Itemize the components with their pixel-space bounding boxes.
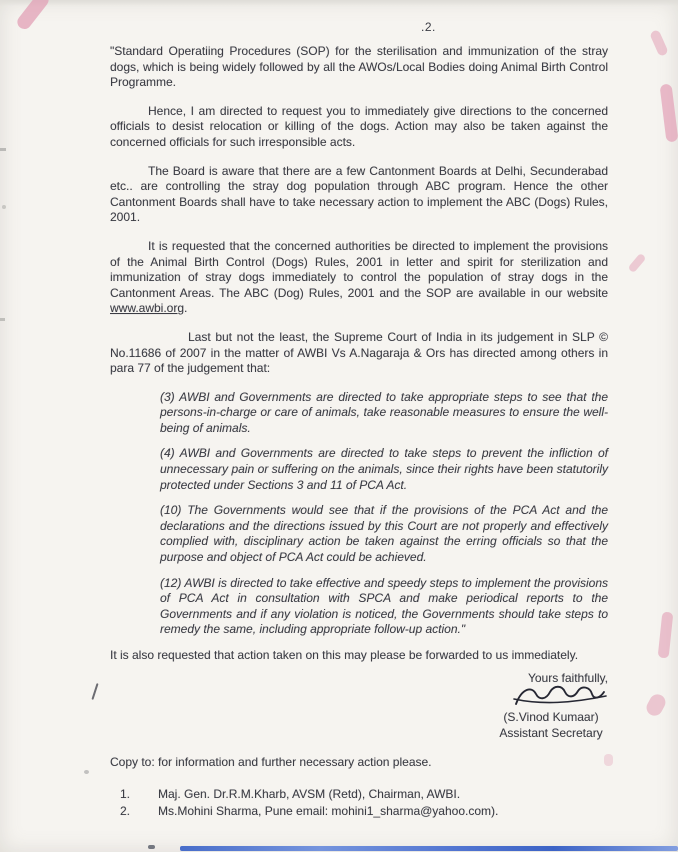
- copy-item-text: Maj. Gen. Dr.R.M.Kharb, AVSM (Retd), Chairman, AWBI.: [158, 787, 461, 802]
- scan-artifact-right-middle: [628, 253, 647, 273]
- abc-paragraph-period: .: [184, 301, 188, 316]
- scan-artifact-right-lower-2: [644, 692, 668, 719]
- scan-artifact-left-2: [2, 205, 6, 209]
- judgement-quote-4: (4) AWBI and Governments are directed to take steps to prevent the infliction of unnecessary pain or suffering on the animals, since their rights have been statutorily protected under Sections 3 and 11 of PCA Act.: [160, 446, 608, 492]
- paragraph-abc-implementation: [110, 239, 608, 317]
- copy-item-number: 2.: [120, 804, 131, 819]
- copy-list-item-2: [110, 803, 608, 819]
- scan-artifact-right-top-1: [649, 29, 669, 57]
- scan-artifact-bottom-dot: [84, 770, 89, 774]
- signature-block: [438, 670, 608, 741]
- letter-body: [110, 44, 608, 820]
- paragraph-forward-action: It is also requested that action taken on this may please be forwarded to us immediately.: [110, 648, 579, 662]
- salutation: Yours faithfully,: [527, 670, 608, 685]
- copy-item-text: Ms.Mohini Sharma, Pune email: mohini1_sharma@yahoo.com).: [158, 804, 499, 819]
- scan-artifact-blue-streak: [180, 846, 678, 851]
- copy-item-number: 1.: [120, 787, 131, 802]
- abc-paragraph-text: It is requested that the concerned authorities be directed to implement the provisions of the Animal Birth Control (Dogs) Rules, 2001 in letter and spirit for sterilization and immunization of stray dogs immediately to control the population of stray dogs in the Cantonment Areas. The ABC (Dog) Rules, 2001 and the SOP are available in our website: [110, 238, 608, 300]
- paragraph-sop-continuation: "Standard Operatiing Procedures (SOP) for the sterilisation and immunization of the stray dogs, which is being widely followed by all the AWOs/Local Bodies doing Animal Birth Control Programme.: [110, 44, 608, 90]
- copy-list-item-1: [110, 786, 608, 802]
- page-number: .2.: [421, 20, 436, 34]
- signature-scribble: [512, 682, 608, 712]
- pencil-mark: [91, 683, 98, 700]
- scan-artifact-right-lower-1: [658, 612, 674, 659]
- judgement-quote-12: (12) AWBI is directed to take effective and speedy steps to implement the provisions of PCA Act in consultation with SPCA and make periodical reports to the Governments and if any violation is noticed, the Governments should take steps to remedy the same, including appropriate follow-up action.": [160, 575, 608, 637]
- judgement-quote-3: (3) AWBI and Governments are directed to take appropriate steps to see that the persons-in-charge or care of animals, take reasonable measures to ensure the well-being of animals.: [160, 389, 608, 435]
- signatory-title: Assistant Secretary: [499, 725, 603, 740]
- judgement-quote-10: (10) The Governments would see that if the provisions of the PCA Act and the declarations and the directions issued by this Court are not properly and effectively complied with, disciplinary action be taken against the erring officials so that the purpose and object of PCA Act could be achieved.: [160, 503, 608, 565]
- paragraph-supreme-court-judgement: Last but not the least, the Supreme Court of India in its judgement in SLP © No.11686 of 2007 in the matter of AWBI Vs A.Nagaraja & Ors has directed among others in para 77 of the judgement that:: [110, 329, 608, 376]
- scan-artifact-right-top-2: [660, 83, 678, 142]
- scan-artifact-bottom-speck: [148, 845, 155, 849]
- scan-artifact-top-left: [15, 0, 52, 32]
- paragraph-relocation-directive: Hence, I am directed to request you to immediately give directions to the concerned officials to desist relocation or killing of the dogs. Action may also be taken against the concerned officials for such irresponsible acts.: [110, 103, 608, 149]
- signatory-name: (S.Vinod Kumaar): [503, 709, 599, 724]
- copy-to-heading: Copy to: for information and further necessary action please.: [110, 754, 432, 769]
- scan-artifact-left-1: [0, 148, 6, 151]
- awbi-website-link[interactable]: www.awbi.org: [110, 301, 185, 316]
- scan-artifact-left-3: [0, 318, 5, 321]
- paragraph-cantonment-boards: The Board is aware that there are a few Cantonment Boards at Delhi, Secunderabad etc.. are controlling the stray dog population through ABC program. Hence the other Cantonment Boards shall have to take necessary action to implement the ABC (Dogs) Rules, 2001.: [110, 163, 608, 225]
